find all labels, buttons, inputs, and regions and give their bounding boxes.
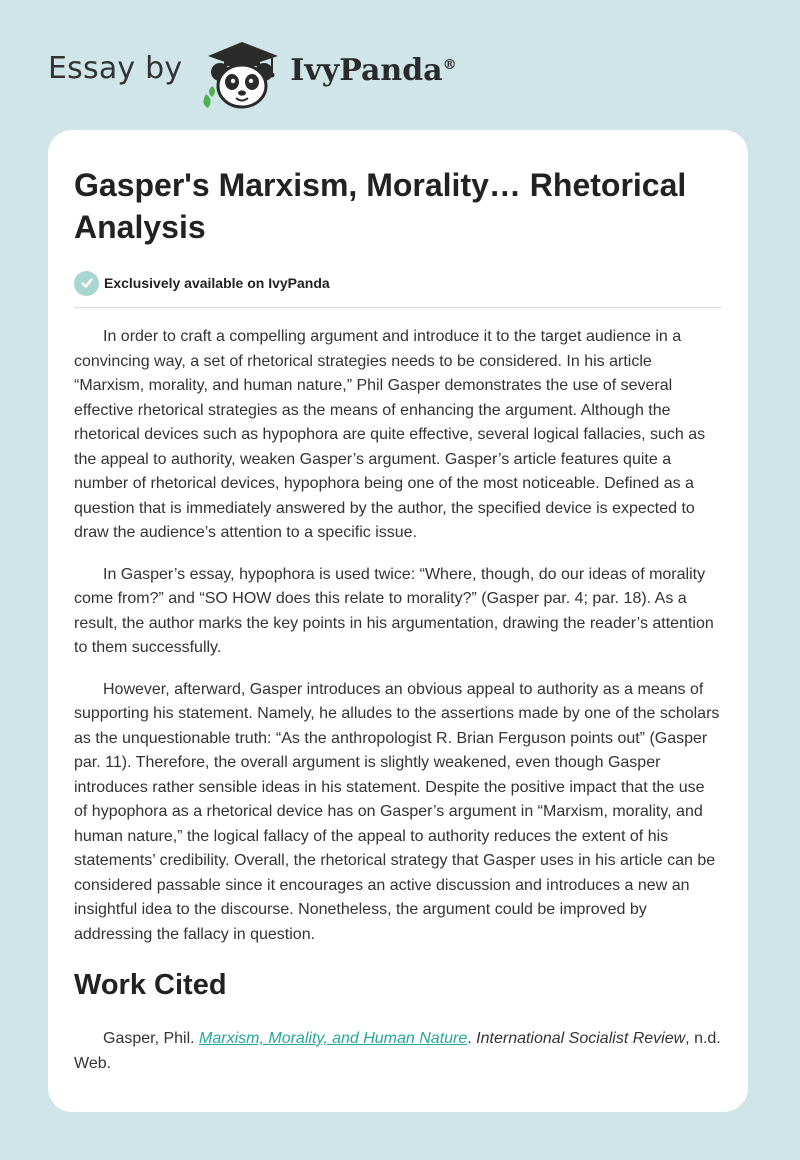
- divider: [74, 307, 722, 308]
- exclusive-badge: [74, 270, 722, 296]
- badge-text: Exclusively available on IvyPanda: [104, 275, 330, 291]
- essay-title: Gasper's Marxism, Morality… Rhetorical Analysis: [74, 167, 687, 245]
- paragraph: In order to craft a compelling argument and introduce it to the target audience in a convincing way, a set of rhetorical strategies needs to be considered. In his article “Marxism, morality, and human nature,” Phil Gasper demonstrates the use of several effective rhetorical strategies as the means of enhancing the argument. Although the rhetorical devices such as hypophora are quite effective, several logical fallacies, such as the appeal to authority, weaken Gasper’s argument. Gasper’s article features quite a number of rhetorical devices, hypophora being one of the most noticeable. Defined as a question that is immediately answered by the author, the specified device is expected to draw the audience’s attention to a specific issue.: [74, 328, 706, 541]
- brand-prefix: Essay by: [48, 50, 183, 86]
- site-header: [48, 34, 457, 110]
- paragraph: In Gasper’s essay, hypophora is used twice: “Where, though, do our ideas of morality come from?” and “SO HOW does this relate to morality?” (Gasper par. 4; par. 18). As a result, the author marks the key points in his argumentation, drawing the reader’s attention to them successfully.: [74, 565, 714, 656]
- citation-journal: International Socialist Review: [476, 1030, 686, 1047]
- panda-graduation-cap-icon[interactable]: [198, 34, 286, 110]
- citation: Gasper, Phil. Marxism, Morality, and Human Nature. International Socialist Review, n.d. Web.: [74, 1030, 721, 1072]
- citation-link[interactable]: Marxism, Morality, and Human Nature: [199, 1030, 468, 1047]
- essay-body: [74, 325, 722, 947]
- check-icon: [74, 271, 99, 296]
- essay-card: [48, 130, 748, 1112]
- citation-author: Gasper, Phil.: [103, 1030, 200, 1047]
- brand-name[interactable]: IvyPanda®: [290, 52, 457, 88]
- works-cited-heading: Work Cited: [74, 969, 227, 1001]
- paragraph: However, afterward, Gasper introduces an obvious appeal to authority as a means of supporting his statement. Namely, he alludes to the assertions made by one of the scholars as the unquestionable truth: “As the anthropologist R. Brian Ferguson points out” (Gasper par. 11). Therefore, the overall argument is slightly weakened, even though Gasper introduces rather sensible ideas in his statement. Despite the positive impact that the use of hypophora as a rhetorical device has on Gasper’s argument in “Marxism, morality, and human nature,” the logical fallacy of the appeal to authority reduces the extent of his statements’ credibility. Overall, the rhetorical strategy that Gasper uses in his article can be considered passable since it encourages an active discussion and introduces a new an insightful idea to the discourse. Nonetheless, the argument could be improved by addressing the fallacy in question.: [74, 680, 720, 943]
